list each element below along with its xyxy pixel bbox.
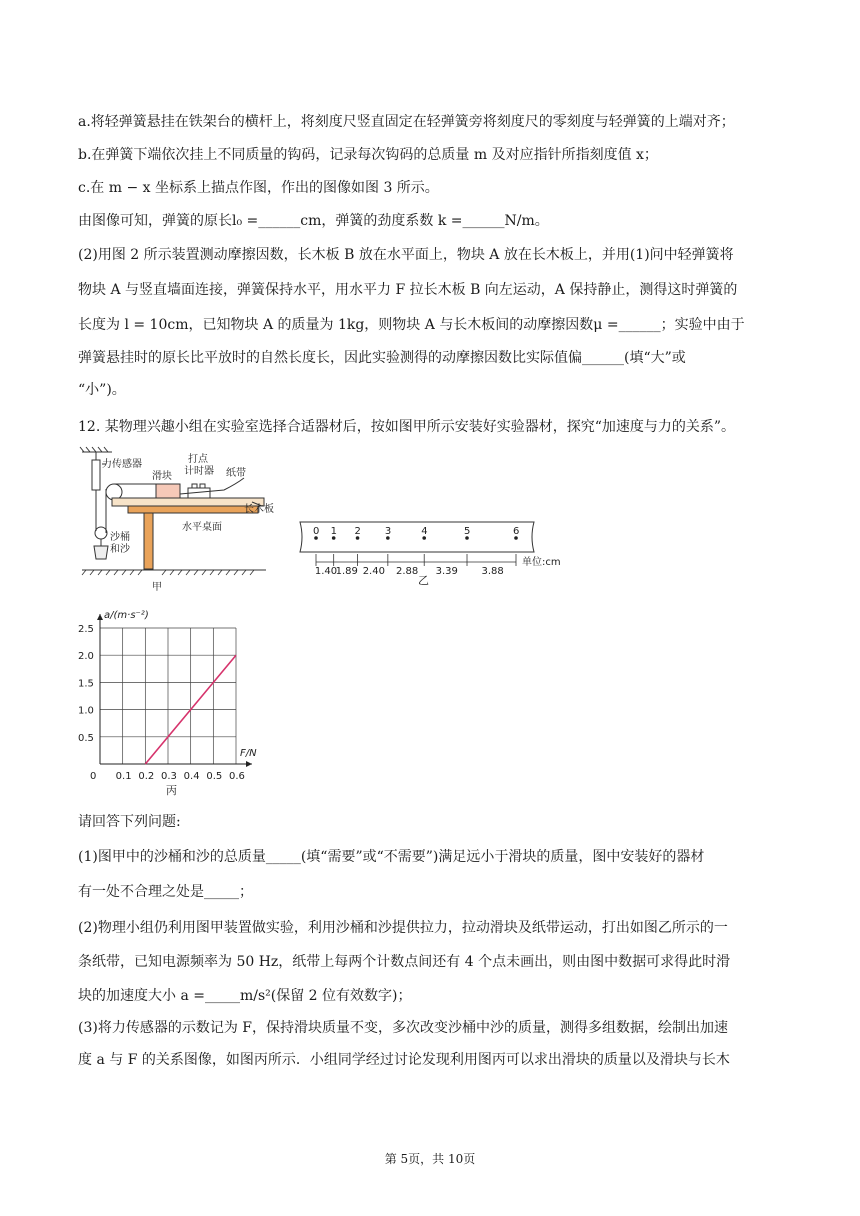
label-tape: 纸带 xyxy=(226,468,246,479)
question-2: (2)物理小组仍利用图甲装置做实验，利用沙桶和沙提供拉力，拉动滑块及纸带运动，打出如图乙所示的一 xyxy=(78,920,728,936)
question-2-cont: 条纸带，已知电源频率为 50 Hz，纸带上每两个计数点间还有 4 个点未画出，则由图中数据可求得此时滑 xyxy=(78,954,731,970)
figure-caption-yi: 乙 xyxy=(418,574,429,587)
question-2-cont: 块的加速度大小 a =_____m/s²(保留 2 位有效数字)； xyxy=(78,988,412,1004)
figure-caption-bing: 丙 xyxy=(166,784,177,797)
text-line: (2)用图 2 所示装置测动摩擦因数，长木板 B 放在水平面上，物块 A 放在长木板上，并用(1)问中轻弹簧将 xyxy=(78,247,734,263)
tape-point-label: 5 xyxy=(464,526,471,537)
y-axis-arrow xyxy=(97,614,103,620)
question-3-cont: 度 a 与 F 的关系图像，如图丙所示．小组同学经过讨论发现利用图丙可以求出滑块的质量以及滑块与长木 xyxy=(78,1052,730,1068)
text-line: c.在 m − x 坐标系上描点作图，作出的图像如图 3 所示。 xyxy=(78,180,439,196)
tape-distance-label: 3.88 xyxy=(481,566,504,577)
question-1-cont: 有一处不合理之处是_____； xyxy=(78,884,253,900)
tape-distance-label: 2.88 xyxy=(396,566,419,577)
y-tick-label: 2.5 xyxy=(78,624,94,635)
text-line: “小”)。 xyxy=(78,382,126,398)
label-force-sensor: 力传感器 xyxy=(102,459,142,470)
x-tick-label: 0.6 xyxy=(229,771,245,782)
figure-caption-jia: 甲 xyxy=(152,582,162,593)
tape-point-label: 3 xyxy=(384,526,392,537)
tape-point-label: 0 xyxy=(313,526,320,537)
y-axis-label: a/(m·s⁻²) xyxy=(104,610,149,621)
question-1: (1)图甲中的沙桶和沙的总质量_____(填“需要”或“不需要”)满足远小于滑块的质量，图中安装好的器材 xyxy=(78,849,705,865)
label-slider: 滑块 xyxy=(152,471,172,482)
tape-distance-label: 3.39 xyxy=(435,566,458,577)
x-axis-label: F/N xyxy=(240,748,257,759)
y-tick-label: 1.0 xyxy=(78,705,94,717)
label-board: 长木板 xyxy=(244,504,274,515)
y-tick-label: 2.0 xyxy=(78,651,94,663)
text-line: a.将轻弹簧悬挂在铁架台的横杆上，将刻度尺竖直固定在轻弹簧旁将刻度尺的零刻度与轻弹簧的上端对齐； xyxy=(78,114,735,130)
tape-unit: 单位:cm xyxy=(522,557,561,568)
x-tick-label: 0.4 xyxy=(183,771,200,782)
figure-jia-apparatus xyxy=(76,446,291,600)
tape-point-label: 1 xyxy=(330,526,338,537)
label-timer-2: 计时器 xyxy=(184,466,214,477)
tape-distance-label: 1.89 xyxy=(335,566,358,577)
y-tick-label: 1.5 xyxy=(78,678,94,690)
x-tick-label: 0 xyxy=(90,771,97,782)
x-tick-label: 0.5 xyxy=(206,771,223,782)
x-tick-label: 0.1 xyxy=(115,771,132,782)
label-timer-1: 打点 xyxy=(188,454,208,465)
label-bucket-1: 沙桶 xyxy=(110,532,130,543)
y-tick-label: 0.5 xyxy=(78,732,94,744)
text-line: 由图像可知，弹簧的原长l₀ =______cm，弹簧的劲度系数 k =______N/m。 xyxy=(78,213,549,229)
text-line: 弹簧悬挂时的原长比平放时的自然长度长，因此实验测得的动摩擦因数比实际值偏______(填“大”或 xyxy=(78,350,686,366)
text-line: 物块 A 与竖直墙面连接，弹簧保持水平，用水平力 F 拉长木板 B 向左运动，A 保持静止，测得这时弹簧的 xyxy=(78,282,738,298)
question-3: (3)将力传感器的示数记为 F，保持滑块质量不变，多次改变沙桶中沙的质量，测得多组数据，绘制出加速 xyxy=(78,1020,728,1036)
label-desk: 水平桌面 xyxy=(182,522,222,533)
figure-bing-chart xyxy=(70,600,260,804)
tape-distance-label: 1.40 xyxy=(314,566,338,577)
x-axis-arrow xyxy=(246,761,252,767)
text-line: 长度为 l = 10cm，已知物块 A 的质量为 1kg，则物块 A 与长木板间的动摩擦因数μ =______；实验中由于 xyxy=(78,317,745,333)
x-tick-label: 0.3 xyxy=(161,771,177,782)
tape-point-label: 4 xyxy=(421,526,428,537)
tape-point-label: 2 xyxy=(354,526,361,537)
questions-intro: 请回答下列问题: xyxy=(78,814,181,830)
label-bucket-2: 和沙 xyxy=(110,544,130,555)
text-line: b.在弹簧下端依次挂上不同质量的钩码，记录每次钩码的总质量 m 及对应指针所指刻度值 x； xyxy=(78,147,658,163)
tape-distance-label: 2.40 xyxy=(362,566,385,577)
figure-yi-tape xyxy=(294,518,574,592)
x-tick-label: 0.2 xyxy=(138,771,155,782)
page-footer: 第 5页，共 10页 xyxy=(384,1152,476,1166)
tape-point-label: 6 xyxy=(513,526,520,537)
question-12-stem: 12. 某物理兴趣小组在实验室选择合适器材后，按如图甲所示安装好实验器材，探究“加速度与力的关系”。 xyxy=(78,419,736,435)
